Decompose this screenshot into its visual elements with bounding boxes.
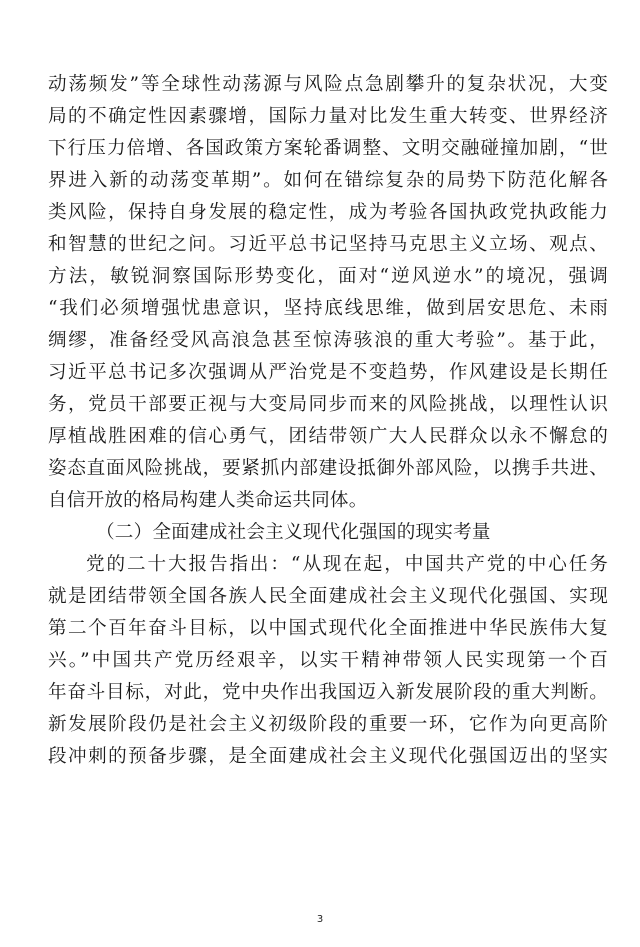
text-line: 习近平总书记多次强调从严治党是不变趋势，作风建设是长期任: [48, 362, 608, 383]
text-line: 兴。”中国共产党历经艰辛，以实干精神带领人民实现第一个百: [48, 650, 608, 671]
text-line: 方法，敏锐洞察国际形势变化，面对“逆风逆水”的境况，强调: [48, 266, 608, 287]
text-line: 务，党员干部要正视与大变局同步而来的风险挑战，以理性认识: [48, 394, 608, 415]
text-line: 第二个百年奋斗目标，以中国式现代化全面推进中华民族伟大复: [48, 618, 608, 639]
text-line: 党的二十大报告指出：“从现在起，中国共产党的中心任务: [86, 554, 608, 575]
text-line: 动荡频发”等全球性动荡源与风险点急剧攀升的复杂状况，大变: [48, 74, 608, 95]
text-line: 年奋斗目标，对此，党中央作出我国迈入新发展阶段的重大判断。: [48, 682, 608, 703]
text-line: 下行压力倍增、各国政策方案轮番调整、文明交融碰撞加剧，“世: [48, 138, 608, 159]
text-line: 局的不确定性因素骤增，国际力量对比发生重大转变、世界经济: [48, 106, 608, 127]
text-line: 界进入新的动荡变革期”。如何在错综复杂的局势下防范化解各: [48, 170, 608, 191]
section-heading: （二）全面建成社会主义现代化强国的现实考量: [96, 522, 491, 543]
text-line: 自信开放的格局构建人类命运共同体。: [48, 490, 368, 511]
text-line: 和智慧的世纪之问。习近平总书记坚持马克思主义立场、观点、: [48, 234, 608, 255]
text-line: 段冲刺的预备步骤，是全面建成社会主义现代化强国迈出的坚实: [48, 746, 608, 767]
page-number: 3: [316, 914, 324, 925]
text-line: 姿态直面风险挑战，要紧抓内部建设抵御外部风险，以携手共进、: [48, 458, 608, 479]
text-line: 厚植战胜困难的信心勇气，团结带领广大人民群众以永不懈怠的: [48, 426, 608, 447]
text-line: 类风险，保持自身发展的稳定性，成为考验各国执政党执政能力: [48, 202, 608, 223]
text-line: 新发展阶段仍是社会主义初级阶段的重要一环，它作为向更高阶: [48, 714, 608, 735]
text-line: 绸缪，准备经受风高浪急甚至惊涛骇浪的重大考验”。基于此，: [48, 330, 608, 351]
text-line: 就是团结带领全国各族人民全面建成社会主义现代化强国、实现: [48, 586, 608, 607]
text-line: “我们必须增强忧患意识，坚持底线思维，做到居安思危、未雨: [48, 298, 608, 319]
